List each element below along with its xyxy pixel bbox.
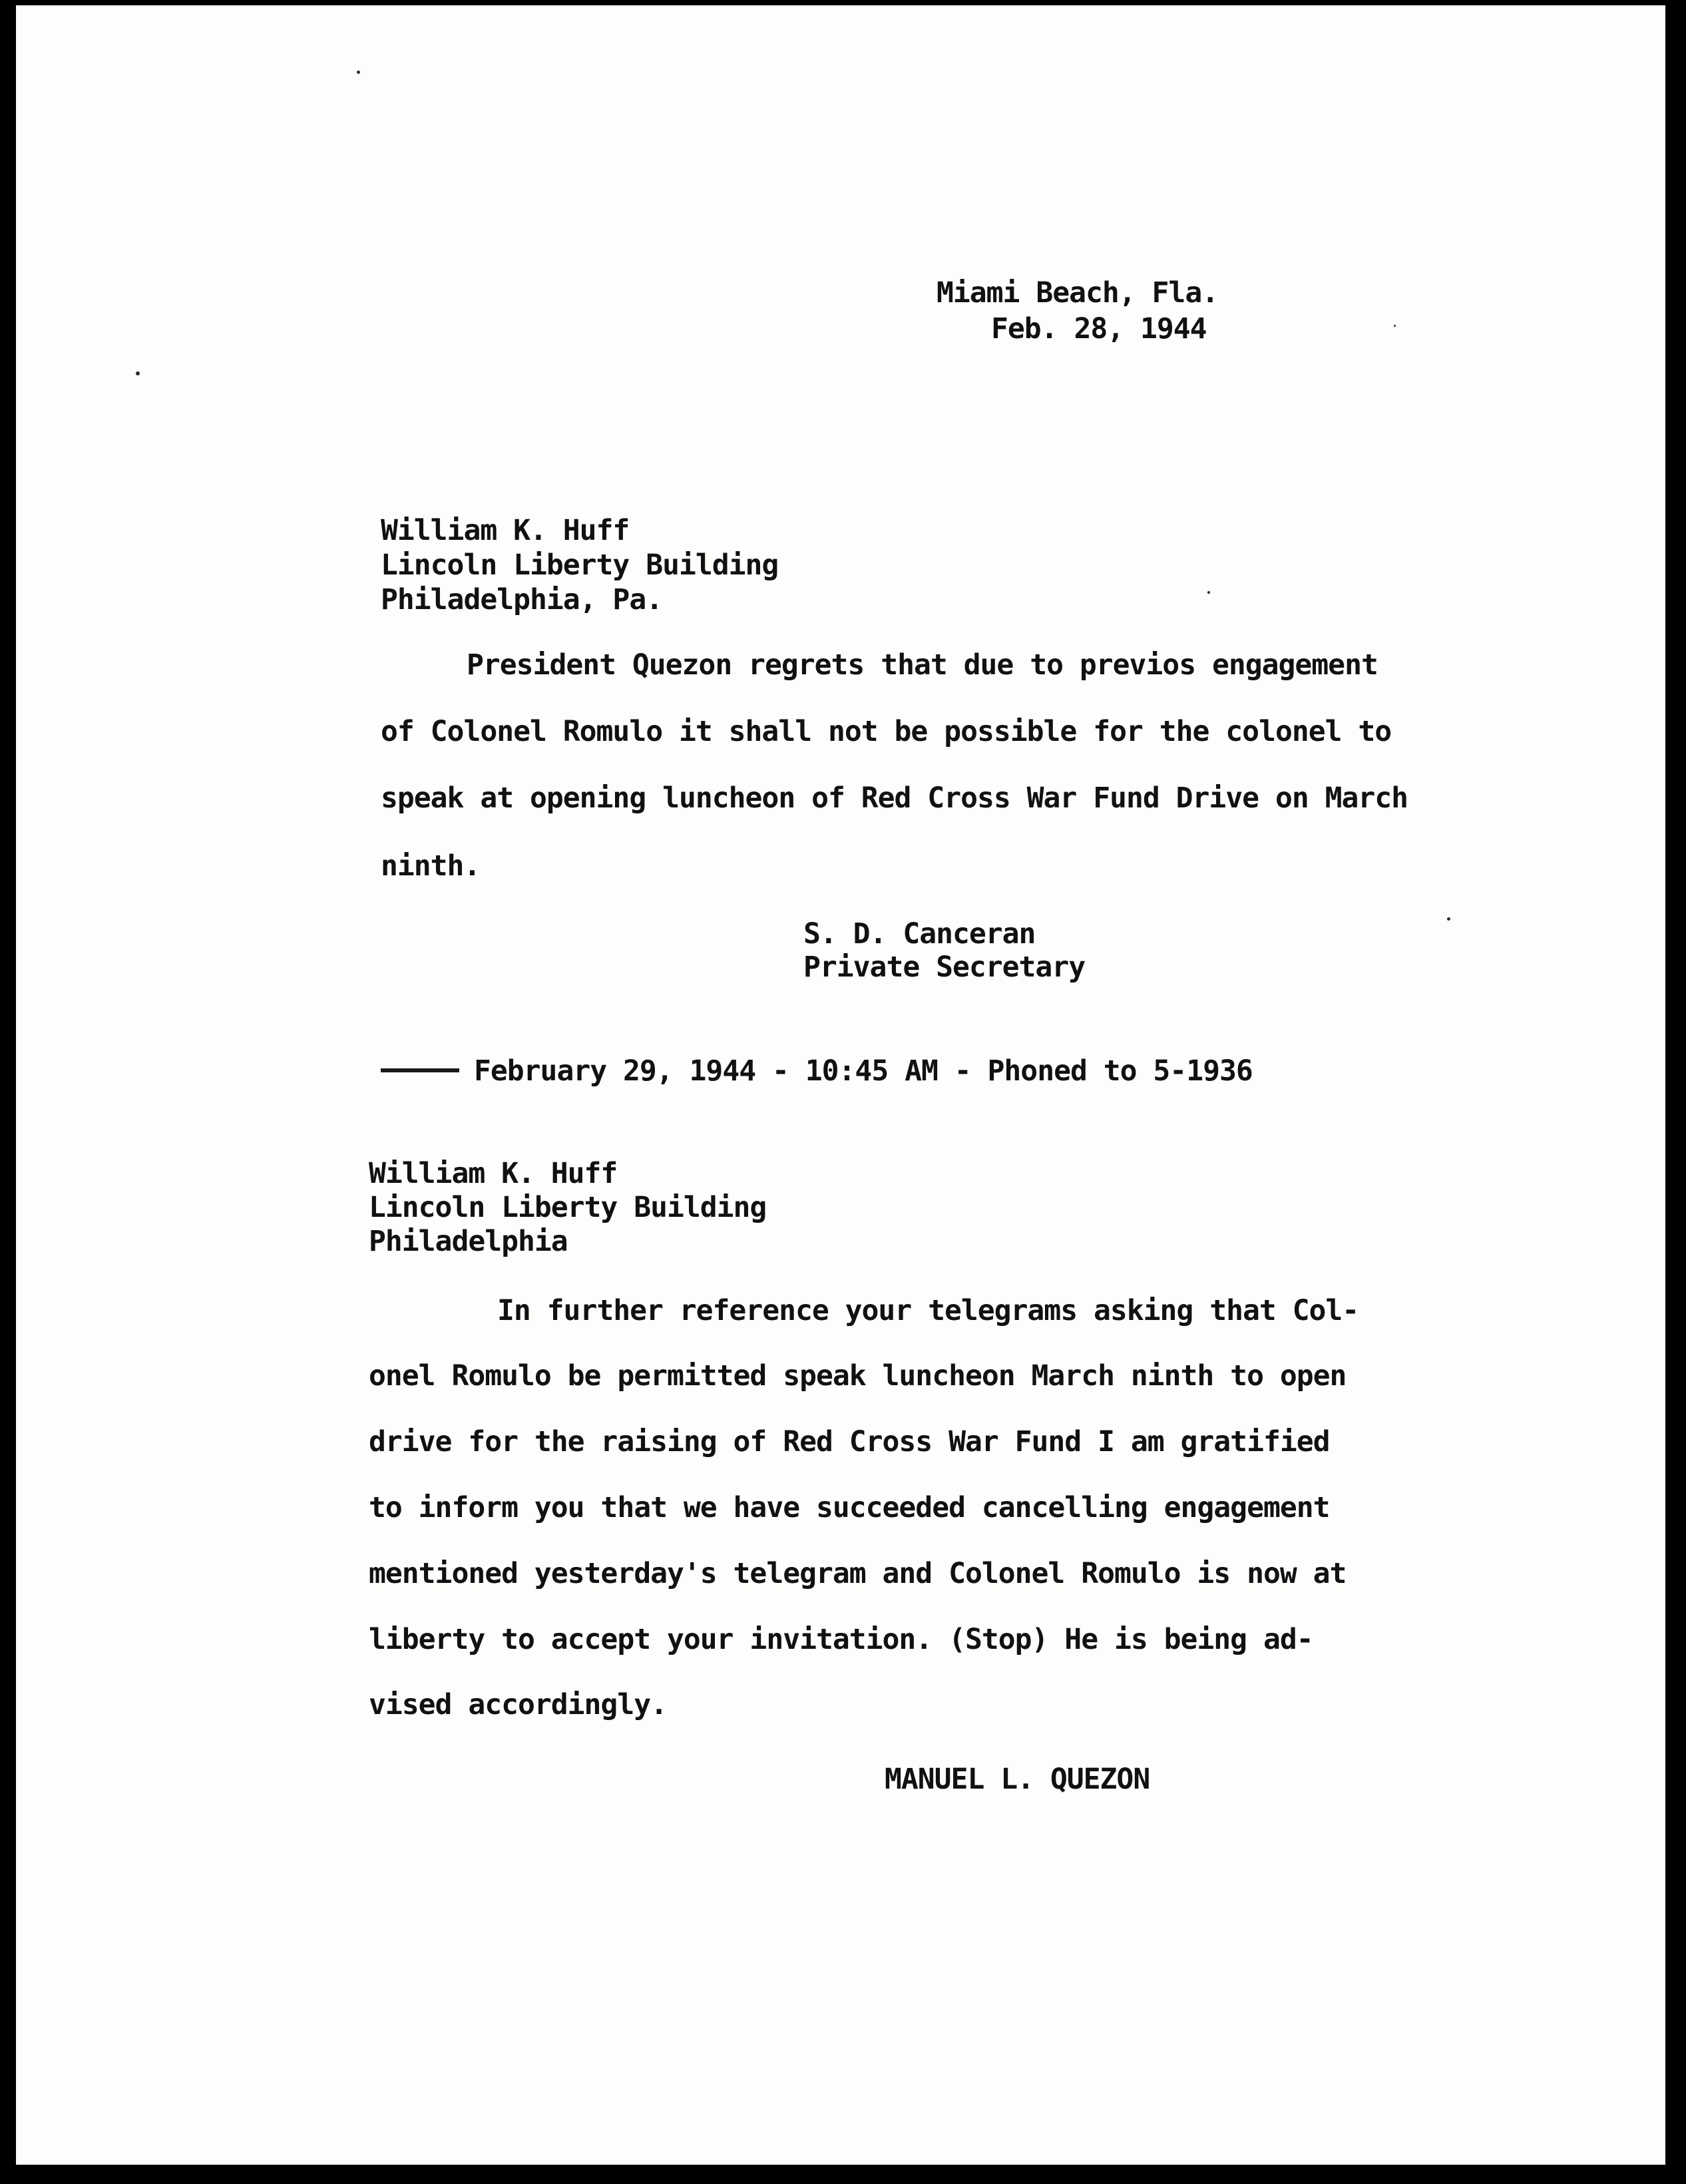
letter1-addressee-city: Philadelphia, Pa. xyxy=(381,583,663,616)
letter1-date: Feb. 28, 1944 xyxy=(991,312,1207,345)
letter1-body-line: President Quezon regrets that due to previos engagement xyxy=(467,648,1378,682)
letter2-addressee-building: Lincoln Liberty Building xyxy=(369,1191,767,1224)
letter2-signer-name: MANUEL L. QUEZON xyxy=(885,1763,1150,1796)
letter1-addressee-name: William K. Huff xyxy=(381,514,630,547)
letter2-addressee-name: William K. Huff xyxy=(369,1157,618,1190)
letter1-addressee-building: Lincoln Liberty Building xyxy=(381,548,779,582)
letter1-signer-title: Private Secretary xyxy=(803,951,1086,984)
scan-speck xyxy=(357,71,360,74)
document-page xyxy=(16,5,1665,2165)
letter2-body-line: liberty to accept your invitation. (Stop) He is being ad- xyxy=(369,1623,1313,1656)
phone-note: February 29, 1944 - 10:45 AM - Phoned to 5-1936 xyxy=(474,1054,1253,1088)
letter2-body-line: to inform you that we have succeeded cancelling engagement xyxy=(369,1491,1330,1524)
scan-speck xyxy=(1207,591,1210,594)
scan-speck xyxy=(1394,325,1396,327)
letter1-body-line: speak at opening luncheon of Red Cross War Fund Drive on March xyxy=(381,781,1408,815)
letter1-signer-name: S. D. Canceran xyxy=(803,917,1036,951)
letter2-body-line: In further reference your telegrams asking that Col- xyxy=(497,1294,1359,1327)
letter1-body-line: of Colonel Romulo it shall not be possible for the colonel to xyxy=(381,715,1392,748)
scan-speck xyxy=(1447,917,1450,921)
letter2-addressee-city: Philadelphia xyxy=(369,1225,568,1258)
letter1-body-line: ninth. xyxy=(381,849,481,883)
scan-speck xyxy=(136,371,140,375)
letter2-body-line: onel Romulo be permitted speak luncheon March ninth to open xyxy=(369,1359,1347,1393)
struck-out-mark xyxy=(381,1068,459,1072)
letter1-place: Miami Beach, Fla. xyxy=(937,276,1219,310)
letter2-body-line: vised accordingly. xyxy=(369,1688,667,1721)
letter2-body-line: drive for the raising of Red Cross War Fund I am gratified xyxy=(369,1425,1330,1458)
letter2-body-line: mentioned yesterday's telegram and Colonel Romulo is now at xyxy=(369,1557,1347,1590)
